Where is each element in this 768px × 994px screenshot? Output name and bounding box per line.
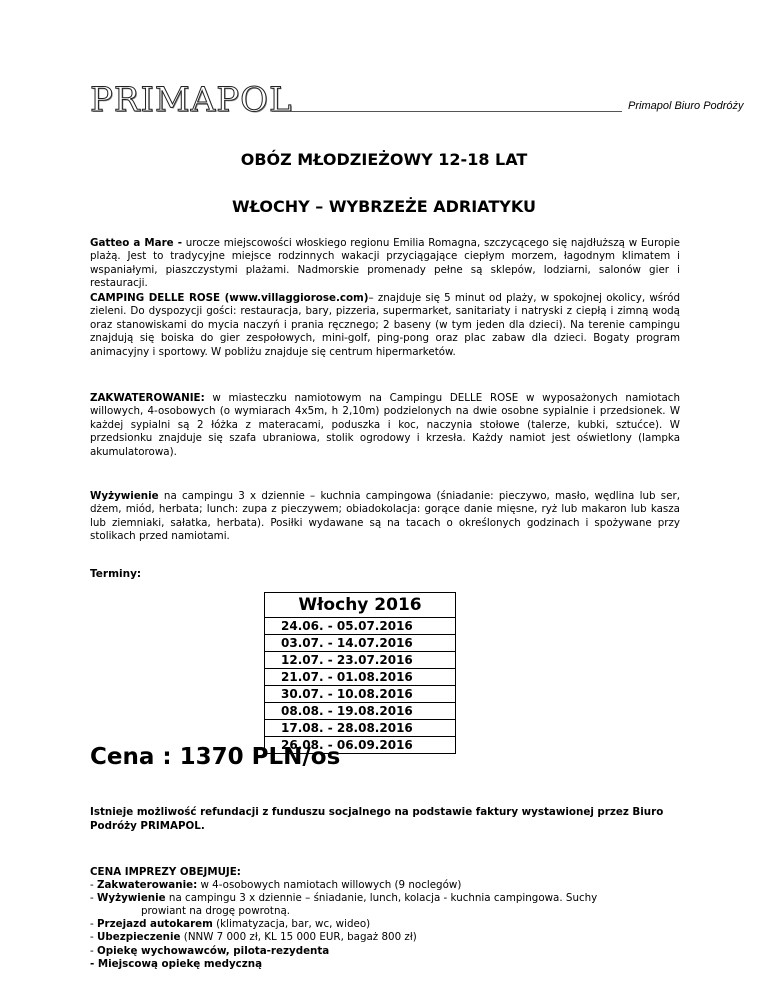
includes-item	[90, 958, 690, 971]
camping-text: – znajduje się 5 minut od plaży, w spokojnej okolicy, wśród zieleni. Do dyspozycji gości: restauracja, bary, pizzeria, supermarket, sanitariaty i natryski z ciepłą i zimną wodą oraz stanowiskami do mycia naczyń i prania ręcznego; 2 baseny (w tym jeden dla dzieci). Na terenie campingu znajdują się boiska do gier zespołowych, mini-golf, ping-pong oraz plac zabaw dla dzieci. Bogaty program animacyjny i sportowy. W pobliżu znajduje się centrum hipermarketów.	[90, 292, 680, 358]
bullet-dash: -	[90, 879, 97, 892]
camping-paragraph	[90, 292, 680, 359]
gatteo-label: Gatteo a Mare -	[90, 237, 182, 249]
includes-item-text: w 4-osobowych namiotach willowych (9 noclegów)	[197, 879, 462, 892]
page-subtitle: WŁOCHY – WYBRZEŻE ADRIATYKU	[232, 197, 536, 216]
includes-item-label: Wyżywienie	[97, 892, 166, 905]
accommodation-paragraph	[90, 392, 680, 459]
bullet-dash: -	[90, 892, 97, 905]
bullet-dash: -	[90, 931, 97, 944]
includes-item	[90, 892, 690, 905]
date-row: 24.06. - 05.07.2016	[265, 618, 455, 635]
camping-label: CAMPING DELLE ROSE (www.villaggiorose.com)	[90, 292, 369, 304]
accommodation-text: w miasteczku namiotowym na Campingu DELLE ROSE w wyposażonych namiotach willowych, 4-osobowych (o wymiarach 4x5m, h 2,10m) podzielonych na dwie osobne sypialnie i przedsionek. W każdej sypialni są 2 łóżka z materacami, poduszka i koc, naczynia stołowe (talerze, kubki, sztućce). W przedsionku znajduje się szafa ubraniowa, stolik ogrodowy i krzesła. Każdy namiot jest oświetlony (lampka akumulatorowa).	[90, 392, 680, 458]
food-paragraph	[90, 490, 680, 544]
gatteo-text: urocze miejscowości włoskiego regionu Emilia Romagna, szczycącego się najdłuższą w Europie plażą. Jest to tradycyjne miejsce rodzinnych wakacji przyciągające ciepłym morzem, łagodnym klimatem i wspaniałymi, piaszczystymi plażami. Nadmorskie promenady pełne są sklepów, lodziarni, salonów gier i restauracji.	[90, 237, 680, 290]
includes-item	[90, 931, 690, 944]
date-row: 03.07. - 14.07.2016	[265, 635, 455, 652]
terms-label: Terminy:	[90, 568, 142, 580]
bullet-dash: -	[90, 918, 97, 931]
agency-name: Primapol Biuro Podróży	[628, 100, 744, 112]
bullet-dash: -	[90, 957, 98, 970]
page-title: OBÓZ MŁODZIEŻOWY 12-18 LAT	[240, 150, 528, 169]
food-text: na campingu 3 x dziennie – kuchnia campingowa (śniadanie: pieczywo, masło, wędlina lub ser, dżem, miód, herbata; lunch: zupa z pieczywem; obiadokolacja: gorące danie mięsne, ryż lub makaron lub kasza lub ziemniaki, sałatka, herbata). Posiłki wydawane są na tacach o określonych godzinach i spożywane przy stolikach przed namiotami.	[90, 490, 680, 543]
includes-item-continuation: prowiant na drogę powrotną.	[141, 905, 291, 918]
gatteo-paragraph	[90, 237, 680, 291]
dates-table-header: Włochy 2016	[265, 593, 455, 618]
date-row: 30.07. - 10.08.2016	[265, 686, 455, 703]
price: Cena : 1370 PLN/os	[90, 744, 341, 770]
includes-item-text: (NNW 7 000 zł, KL 15 000 EUR, bagaż 800 zł)	[180, 931, 417, 944]
includes-item-label: Przejazd autokarem	[97, 918, 213, 931]
refund-note: Istnieje możliwość refundacji z funduszu socjalnego na podstawie faktury wystawionej przez Biuro Podróży PRIMAPOL.	[90, 806, 664, 832]
includes-item-text: na campingu 3 x dziennie – śniadanie, lunch, kolacja - kuchnia campingowa. Suchy	[165, 892, 598, 905]
primapol-logo: PRIMAPOL	[90, 80, 293, 120]
date-row: 26.08. - 06.09.2016	[281, 738, 413, 752]
includes-item-text: (klimatyzacja, bar, wc, wideo)	[212, 918, 371, 931]
date-row: 08.08. - 19.08.2016	[265, 703, 455, 720]
includes-list	[90, 866, 690, 971]
includes-item-label: Opiekę wychowawców, pilota-rezydenta	[97, 944, 330, 957]
includes-item	[90, 945, 690, 958]
includes-item-label: Zakwaterowanie:	[97, 879, 198, 892]
date-row: 17.08. - 28.08.2016	[265, 720, 455, 737]
includes-item-label: Ubezpieczenie	[97, 931, 181, 944]
date-row: 12.07. - 23.07.2016	[265, 652, 455, 669]
header-rule	[282, 111, 622, 112]
accommodation-label: ZAKWATEROWANIE:	[90, 392, 205, 404]
includes-item-label: Miejscową opiekę medyczną	[97, 957, 263, 970]
includes-item	[90, 918, 690, 931]
includes-header: CENA IMPREZY OBEJMUJE:	[90, 866, 241, 878]
bullet-dash: -	[90, 944, 97, 957]
includes-item	[90, 879, 690, 892]
letterhead	[90, 80, 744, 120]
date-row: 21.07. - 01.08.2016	[265, 669, 455, 686]
dates-table	[264, 592, 456, 754]
food-label: Wyżywienie	[90, 490, 159, 502]
